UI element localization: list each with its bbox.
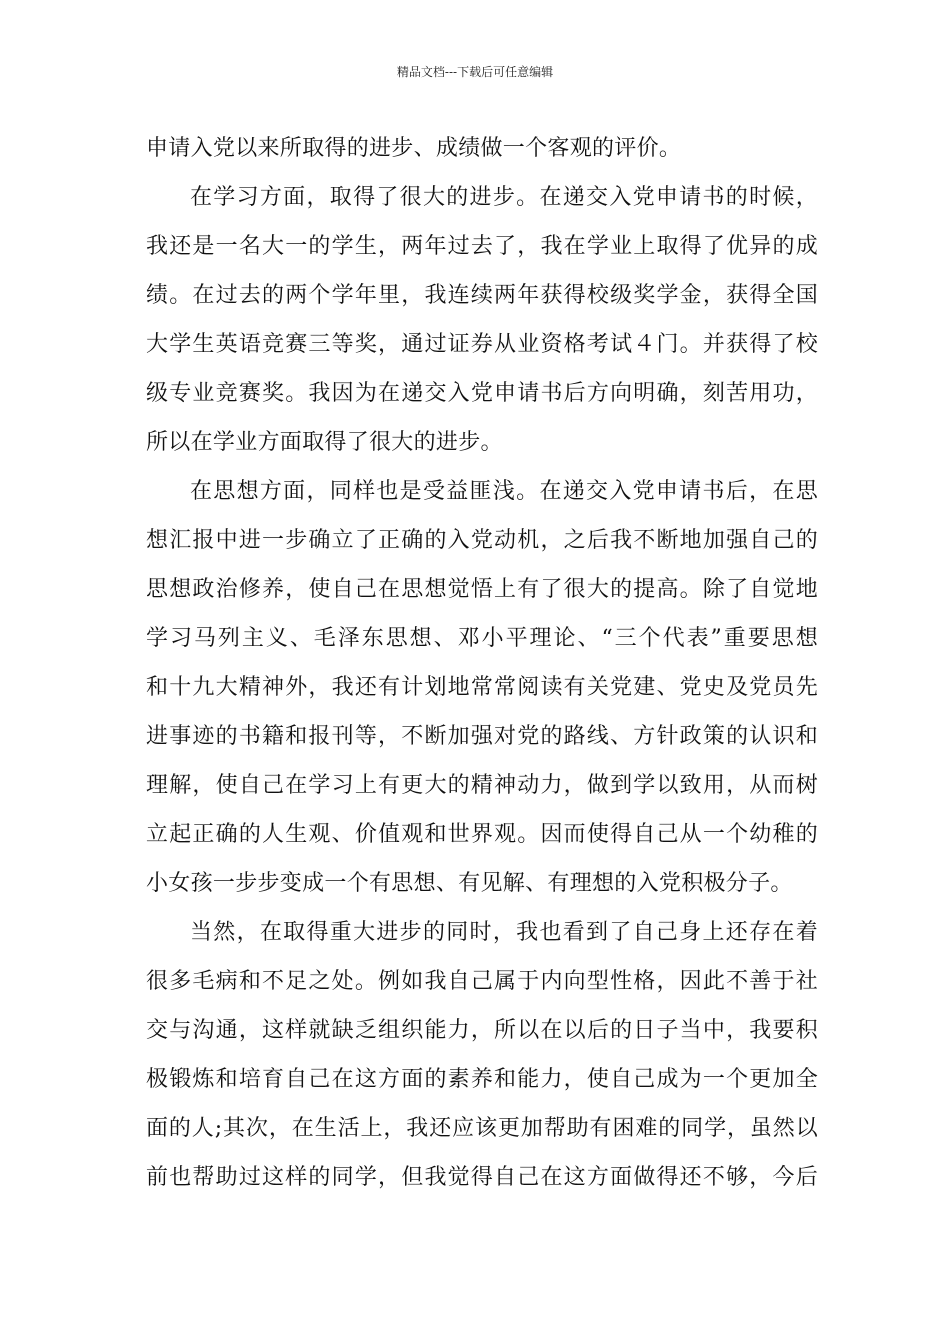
text-line: 级专业竞赛奖。我因为在递交入党申请书后方向明确，刻苦用功， <box>146 381 818 406</box>
document-body <box>146 124 818 1202</box>
text-line: 交与沟通，这样就缺乏组织能力，所以在以后的日子当中，我要积 <box>146 1018 818 1043</box>
text-line: 申请入党以来所取得的进步、成绩做一个客观的评价。 <box>146 136 682 161</box>
text-line: 我还是一名大一的学生，两年过去了，我在学业上取得了优异的成 <box>146 234 818 259</box>
text-line: 想汇报中进一步确立了正确的入党动机，之后我不断地加强自己的 <box>146 528 818 553</box>
text-line: 进事迹的书籍和报刊等，不断加强对党的路线、方针政策的认识和 <box>146 724 818 749</box>
text-line: 绩。在过去的两个学年里，我连续两年获得校级奖学金，获得全国 <box>146 283 818 308</box>
text-line: 理解，使自己在学习上有更大的精神动力，做到学以致用，从而树 <box>146 773 818 798</box>
text-line: 小女孩一步步变成一个有思想、有见解、有理想的入党积极分子。 <box>146 871 793 896</box>
text-line: 大学生英语竞赛三等奖，通过证券从业资格考试４门。并获得了校 <box>146 332 818 357</box>
paragraph-first-line: 在思想方面，同样也是受益匪浅。在递交入党申请书后，在思 <box>190 479 818 504</box>
text-line: 思想政治修养，使自己在思想觉悟上有了很大的提高。除了自觉地 <box>146 577 818 602</box>
text-line: 前也帮助过这样的同学，但我觉得自己在这方面做得还不够，今后 <box>146 1165 818 1190</box>
text-line: 和十九大精神外，我还有计划地常常阅读有关党建、党史及党员先 <box>146 675 818 700</box>
paragraph-first-line: 当然，在取得重大进步的同时，我也看到了自己身上还存在着 <box>190 920 818 945</box>
text-line: 很多毛病和不足之处。例如我自己属于内向型性格，因此不善于社 <box>146 969 818 994</box>
text-line: 立起正确的人生观、价值观和世界观。因而使得自己从一个幼稚的 <box>146 822 818 847</box>
text-line: 面的人;其次，在生活上，我还应该更加帮助有困难的同学，虽然以 <box>146 1116 818 1141</box>
text-line: 所以在学业方面取得了很大的进步。 <box>146 430 503 455</box>
page-header: 精品文档---下载后可任意编辑 <box>396 65 554 79</box>
text-line: 学习马列主义、毛泽东思想、邓小平理论、“三个代表”重要思想 <box>146 626 818 651</box>
paragraph-first-line: 在学习方面，取得了很大的进步。在递交入党申请书的时候， <box>190 185 818 210</box>
text-line: 极锻炼和培育自己在这方面的素养和能力，使自己成为一个更加全 <box>146 1067 818 1092</box>
